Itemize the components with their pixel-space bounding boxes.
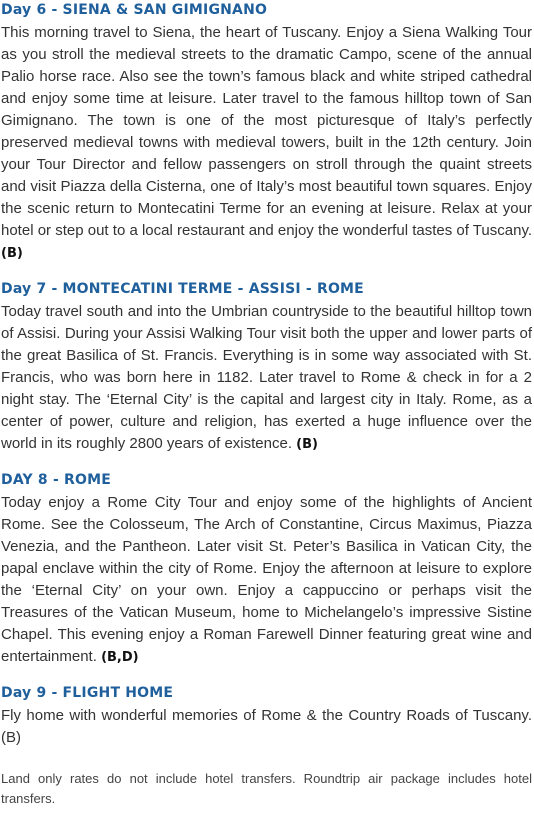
day-7-description bbox=[1, 301, 532, 456]
day-9-section bbox=[1, 683, 532, 749]
day-6-description bbox=[1, 22, 532, 265]
day-9-text: Fly home with wonderful memories of Rome & the Country Roads of Tuscany. bbox=[1, 707, 532, 724]
day-8-section bbox=[1, 470, 532, 669]
day-9-meals: (B) bbox=[1, 729, 21, 746]
day-9-title: Day 9 - FLIGHT HOME bbox=[1, 685, 174, 701]
day-8-title: DAY 8 - ROME bbox=[1, 472, 112, 488]
day-6-meals: (B) bbox=[1, 246, 23, 261]
rates-footnote: Land only rates do not include hotel transfers. Roundtrip air package includes hotel transfers. bbox=[1, 771, 532, 806]
day-9-description bbox=[1, 705, 532, 749]
day-6-section bbox=[1, 0, 532, 265]
day-7-meals: (B) bbox=[296, 437, 318, 452]
day-8-description bbox=[1, 492, 532, 669]
day-7-text: Today travel south and into the Umbrian countryside to the beautiful hilltop town of Assisi. During your Assisi Walking Tour visit both the upper and lower parts of the great Basilica of St. Francis. Everything is in some way associated with St. Francis, who was born here in 1182. Later travel to Rome & check in for a 2 night stay. The ‘Eternal City’ is the capital and largest city in Italy. Rome, as a center of power, culture and religion, has exerted a huge influence over the world in its roughly 2800 years of existence. bbox=[1, 303, 532, 452]
day-8-text: Today enjoy a Rome City Tour and enjoy some of the highlights of Ancient Rome. See the Colosseum, The Arch of Constantine, Circus Maximus, Piazza Venezia, and the Pantheon. Later visit St. Peter’s Basilica in Vatican City, the papal enclave within the city of Rome. Enjoy the afternoon at leisure to explore the ‘Eternal City’ on your own. Enjoy a cappuccino or perhaps visit the Treasures of the Vatican Museum, home to Michelangelo’s impressive Sistine Chapel. This evening enjoy a Roman Farewell Dinner featuring great wine and entertainment. bbox=[1, 494, 532, 665]
day-6-title: Day 6 - SIENA & SAN GIMIGNANO bbox=[1, 2, 268, 18]
day-7-section bbox=[1, 279, 532, 456]
day-7-title: Day 7 - MONTECATINI TERME - ASSISI - ROME bbox=[1, 281, 364, 297]
day-8-meals: (B,D) bbox=[101, 650, 139, 665]
day-6-text: This morning travel to Siena, the heart of Tuscany. Enjoy a Siena Walking Tour as you stroll the medieval streets to the dramatic Campo, scene of the annual Palio horse race. Also see the town’s famous black and white striped cathedral and enjoy some time at leisure. Later travel to the famous hilltop town of San Gimignano. The town is one of the most picturesque of Italy’s perfectly preserved medieval towns with medieval towers, built in the 12th century. Join your Tour Director and fellow passengers on stroll through the quaint streets and visit Piazza della Cisterna, one of Italy’s most beautiful town squares. Enjoy the scenic return to Montecatini Terme for an evening at leisure. Relax at your hotel or step out to a local restaurant and enjoy the wonderful tastes of Tuscany. bbox=[1, 24, 532, 239]
